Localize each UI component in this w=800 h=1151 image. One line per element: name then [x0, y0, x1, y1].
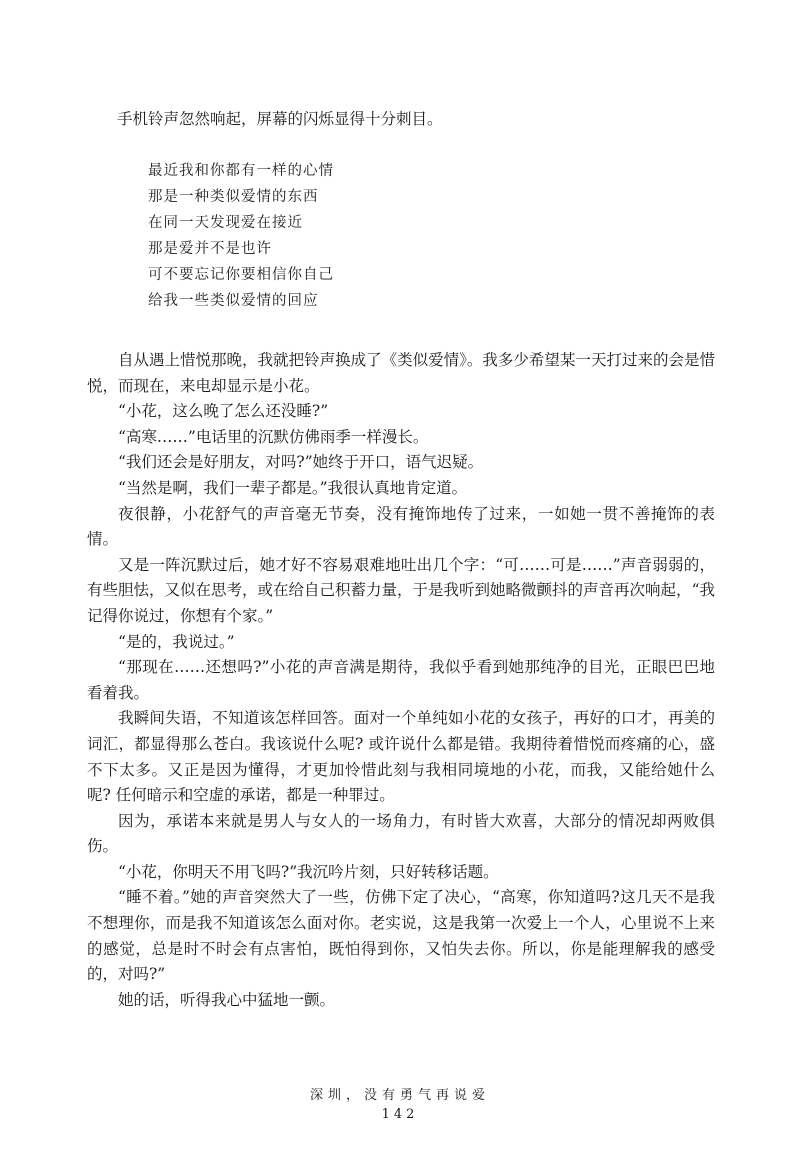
- lyric-line: 给我一些类似爱情的回应: [148, 293, 319, 309]
- body-text: [87, 348, 715, 1013]
- lyric-line: 可不要忘记你要相信你自己: [148, 267, 334, 283]
- paragraph: 因为，承诺本来就是男人与女人的一场角力，有时皆大欢喜，大部分的情况却两败俱伤。: [87, 811, 715, 856]
- song-lyrics: [148, 158, 334, 314]
- running-footer-title: 深圳，没有勇气再说爱: [309, 1088, 490, 1103]
- paragraph: “小花，你明天不用飞吗?”我沉吟片刻，只好转移话题。: [118, 862, 499, 881]
- intro-line: 手机铃声忽然响起，屏幕的闪烁显得十分刺目。: [117, 110, 443, 128]
- paragraph: 自从遇上惜悦那晚，我就把铃声换成了《类似爱情》。我多少希望某一天打过来的会是惜悦，而现在，来电却显示是小花。: [87, 351, 715, 395]
- paragraph: “高寒……”电话里的沉默仿佛雨季一样漫长。: [118, 427, 429, 446]
- lyric-line: 那是爱并不是也许: [148, 241, 272, 257]
- lyric-line: 最近我和你都有一样的心情: [148, 163, 334, 179]
- lyric-line: 在同一天发现爱在接近: [148, 215, 303, 231]
- paragraph: 我瞬间失语，不知道该怎样回答。面对一个单纯如小花的女孩子，再好的口才，再美的词汇，都显得那么苍白。我该说什么呢? 或许说什么都是错。我期待着惜悦而疼痛的心，盛不下太多。又正是因为懂得，才更加怜惜此刻与我相同境地的小花，而我，又能给她什么呢? 任何暗示和空虚的承诺，都是一种罪过。: [87, 709, 715, 805]
- paragraph: “当然是啊，我们一辈子都是。”我很认真地肯定道。: [118, 478, 468, 497]
- paragraph: “那现在……还想吗?”小花的声音满是期待，我似乎看到她那纯净的目光，正眼巴巴地看着我。: [87, 658, 715, 702]
- paragraph: 夜很静，小花舒气的声音毫无节奏，没有掩饰地传了过来，一如她一贯不善掩饰的表情。: [87, 504, 715, 549]
- lyric-line: 那是一种类似爱情的东西: [148, 189, 319, 205]
- paragraph: 她的话，听得我心中猛地一颤。: [118, 990, 336, 1009]
- paragraph: “是的，我说过。”: [118, 632, 235, 651]
- page-number: 142: [381, 1107, 419, 1122]
- paragraph: “我们还会是好朋友，对吗?”她终于开口，语气迟疑。: [118, 453, 484, 472]
- paragraph: “小花，这么晚了怎么还没睡?”: [118, 402, 329, 421]
- paragraph: 又是一阵沉默过后，她才好不容易艰难地吐出几个字：“可……可是……”声音弱弱的，有些胆怯，又似在思考，或在给自己积蓄力量，于是我听到她略微颤抖的声音再次响起，“我记得你说过，你想有个家。”: [87, 555, 715, 625]
- paragraph: “睡不着。”她的声音突然大了一些，仿佛下定了决心，“高寒，你知道吗?这几天不是我不想理你，而是我不知道该怎么面对你。老实说，这是我第一次爱上一个人，心里说不上来的感觉，总是时不时会有点害怕，既怕得到你，又怕失去你。所以，你是能理解我的感受的，对吗?”: [87, 888, 715, 984]
